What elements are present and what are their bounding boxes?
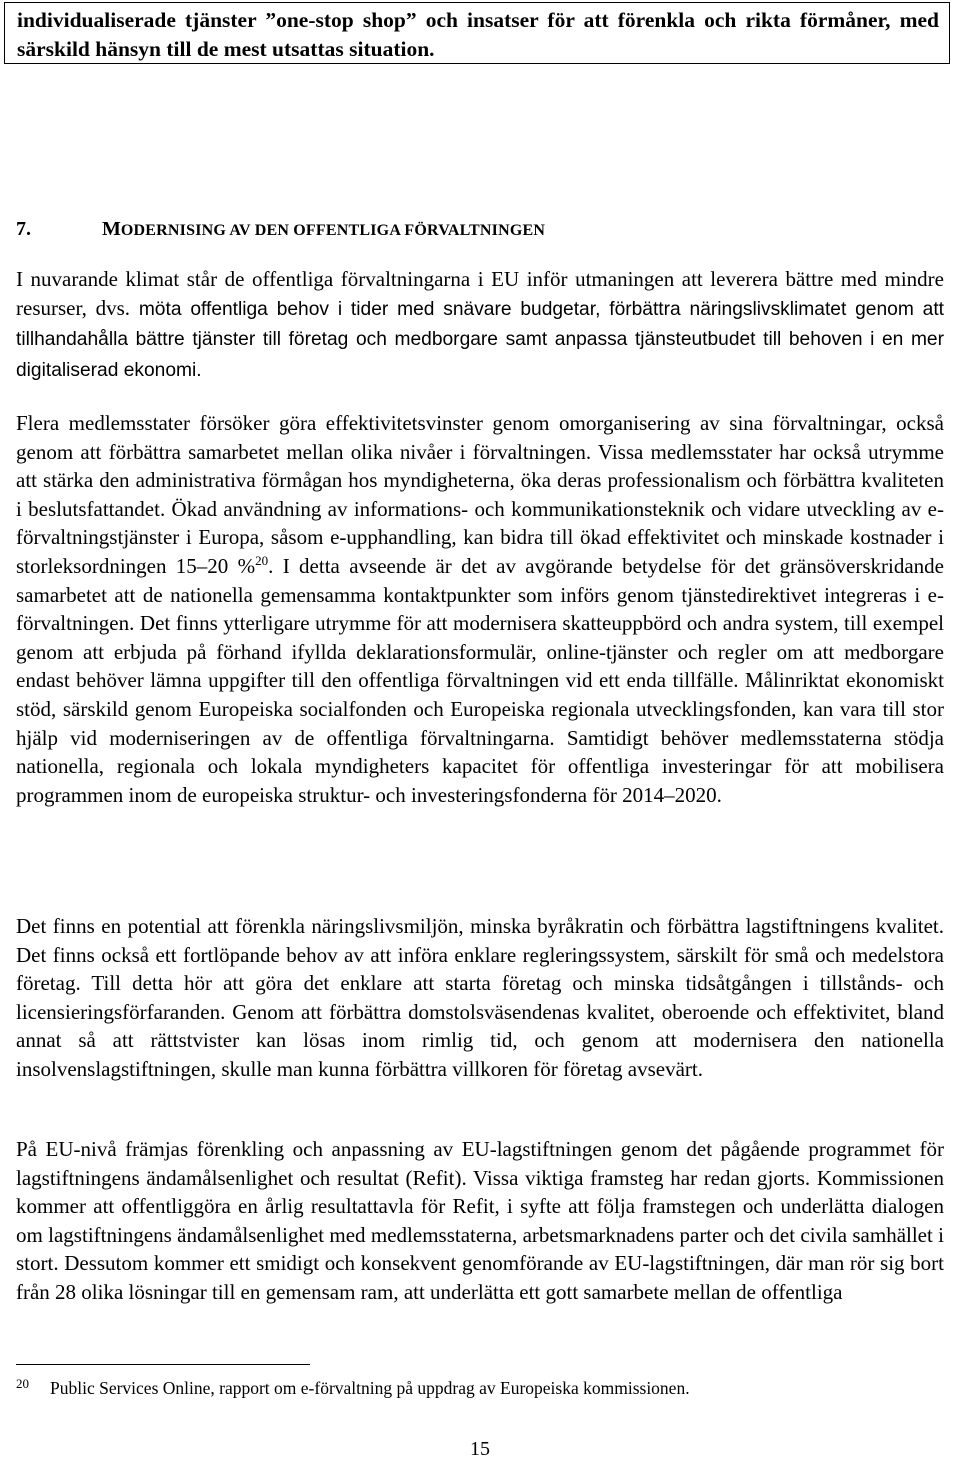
section-number: 7. [16, 218, 31, 240]
paragraph-1-serif: I nuvarande klimat står de offentliga förvaltningarna i EU inför utmaningen att leverera bättre med mindre resurser, dvs. [16, 267, 944, 320]
section-heading [16, 218, 545, 241]
paragraph-4 [16, 1135, 944, 1307]
intro-box [4, 2, 950, 64]
paragraph-1-sans: möta offentliga behov i tider med snävare budgetar, förbättra näringslivsklimatet genom att tillhandahålla bättre tjänster till företag och medborgare samt anpassa tjänsteutbudet till behoven i en mer digitaliserad ekonomi. [16, 298, 944, 381]
paragraph-2 [16, 409, 944, 809]
paragraph-1 [16, 265, 944, 385]
section-title-initial: M [102, 218, 121, 240]
footnote-reference[interactable]: 20 [255, 552, 269, 568]
footnote-text: Public Services Online, rapport om e-förvaltning på uppdrag av Europeiska kommissionen. [50, 1378, 690, 1398]
section-title [102, 218, 545, 241]
paragraph-2-before: Flera medlemsstater försöker göra effektivitetsvinster genom omorganisering av sina förvaltningar, också genom att förbättra samarbetet mellan olika nivåer i förvaltningen. Vissa medlemsstater har också utrymme att stärka den administrativa förmågan hos myndigheterna, öka deras professionalism och förbättra kvaliteten i beslutsfattandet. Ökad användning av informations- och kommunikationsteknik och vidare utveckling av e-förvaltningstjänster i Europa, såsom e-upphandling, kan bidra till ökad effektivitet och minskade kostnader i storleksordningen 15–20 % [16, 411, 944, 578]
paragraph-3 [16, 912, 944, 1084]
paragraph-4-text: På EU-nivå främjas förenkling och anpassning av EU-lagstiftningen genom det pågående programmet för lagstiftningens ändamålsenlighet och resultat (Refit). Vissa viktiga framsteg har redan gjorts. Kommissionen kommer att offentliggöra en årlig resultattavla för Refit, i syfte att följa framstegen och underlätta dialogen om lagstiftningens ändamålsenlighet med medlemsstaterna, arbetsmarknadens parter och det civila samhället i stort. Dessutom kommer ett smidigt och konsekvent genomförande av EU-lagstiftningen, där man rör sig bort från 28 olika lösningar till en gemensam ram, att underlätta ett gott samarbete mellan de offentliga [16, 1137, 944, 1304]
footnote-number: 20 [16, 1376, 29, 1391]
page-number: 15 [470, 1438, 490, 1460]
paragraph-2-after: . I detta avseende är det av avgörande betydelse för det gränsöverskridande samarbetet att de nationella gemensamma kontaktpunkter som införs genom tjänstedirektivet integreras i e-förvaltningen. Det finns ytterligare utrymme för att modernisera skatteuppbörd och andra system, till exempel genom att erbjuda på förhand ifyllda deklarationsformulär, online-tjänster och regler om att medborgare endast behöver lämna uppgifter till den offentliga förvaltningen vid ett enda tillfälle. Målinriktat ekonomiskt stöd, särskild genom Europeiska socialfonden och Europeiska regionala utvecklingsfonden, kan vara till stor hjälp vid moderniseringen av de offentliga förvaltningarna. Samtidigt behöver medlemsstaterna stödja nationella, regionala och lokala myndigheters kapacitet för offentliga investeringar för att mobilisera programmen inom de europeiska struktur- och investeringsfonderna för 2014–2020. [16, 553, 944, 807]
section-title-rest: ODERNISING AV DEN OFFENTLIGA FÖRVALTNINGEN [120, 222, 546, 239]
paragraph-3-text: Det finns en potential att förenkla näringslivsmiljön, minska byråkratin och förbättra lagstiftningens kvalitet. Det finns också ett fortlöpande behov av att införa enklare regleringssystem, särskilt för små och medelstora företag. Till detta hör att göra det enklare att starta företag och minska tidsåtgången i tillstånds- och licensieringsförfaranden. Genom att förbättra domstolsväsendenas kvalitet, oberoende och effektivitet, bland annat så att rättstvister kan lösas inom rimlig tid, och genom att modernisera den nationella insolvenslagstiftningen, skulle man kunna förbättra villkoren för företag avsevärt. [16, 914, 944, 1081]
footnote-divider [16, 1364, 310, 1365]
intro-box-text: individualiserade tjänster ”one-stop shop” och insatser för att förenkla och rikta förmåner, med särskild hänsyn till de mest utsattas situation. [17, 8, 939, 61]
